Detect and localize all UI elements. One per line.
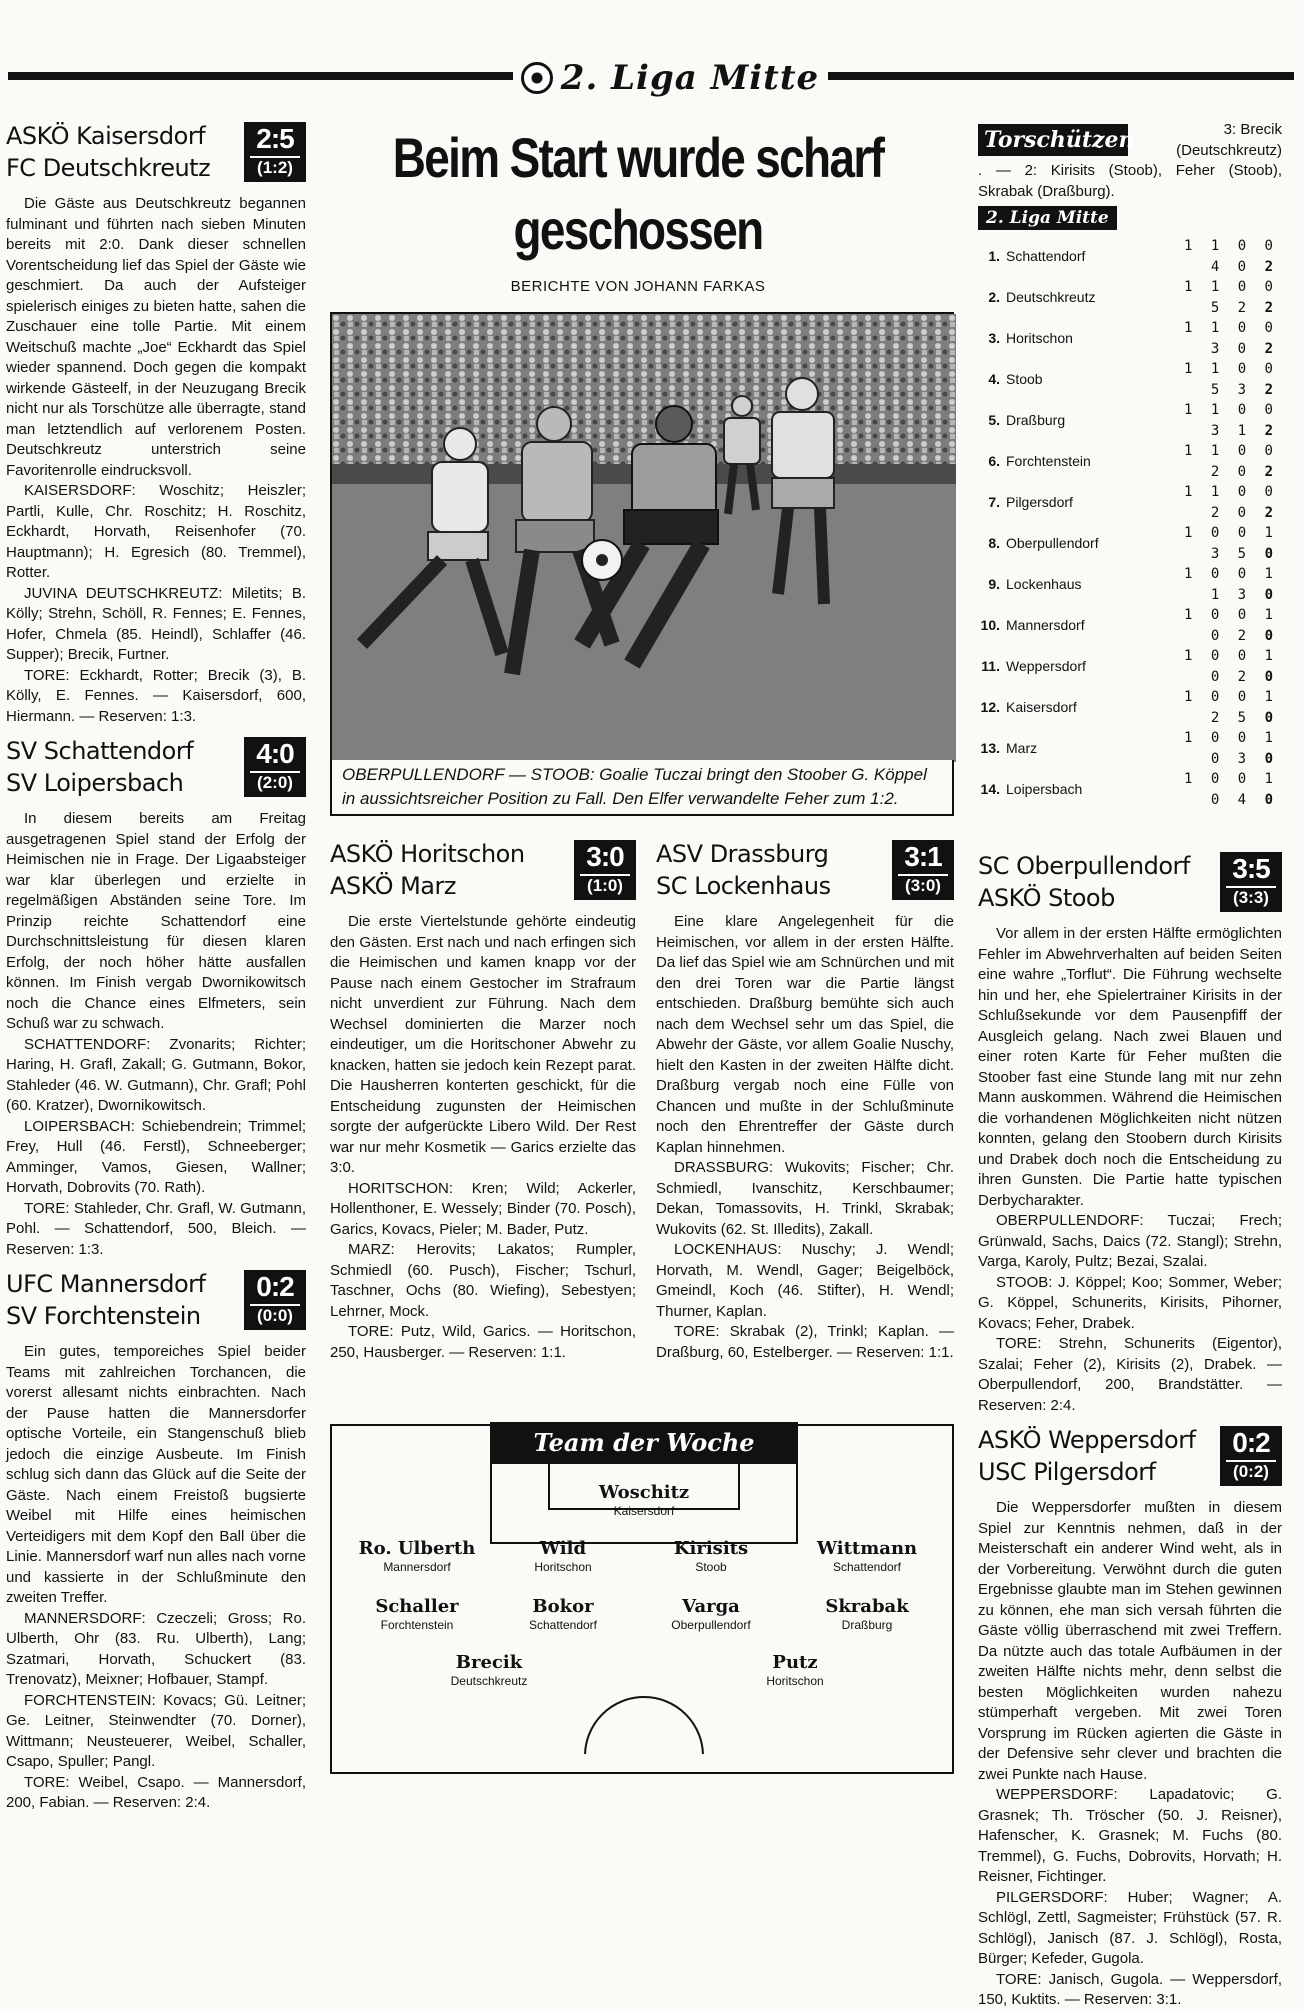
table-rank: 13. [980,740,1000,757]
player-name: Ro. Ulberth [358,1538,476,1559]
table-stats: 1 1 0 0 4 0 2 [1183,238,1278,275]
lineup-home: KAISERSDORF: Woschitz; Heiszler; Partli, Kulle, Chr. Roschitz; H. Roschitz, Eckhardt, Horvath, Reisenhofer (70. Hauptmann); H. Egresich (80. Tremmel), Rotter. [6,482,306,581]
final-score: 4:0 [256,738,294,769]
player-fwd-1 [404,1652,574,1688]
table-rank: 2. [988,289,1000,306]
match-header-schattendorf [6,735,306,801]
table-rank: 12. [980,699,1000,716]
byline: BERICHTE VON JOHANN FARKAS [510,278,766,295]
lineup-away: LOCKENHAUS: Nuschy; J. Wendl; Horvath, M. Wendl, Gager; Beigelböck, Gmeindl, Koch (46. Stifter), H. Wendl; Thurner, Kaplan. [656,1241,954,1320]
final-score: 2:5 [256,123,294,154]
score-box [244,1270,306,1330]
player-club: Stoob [695,1560,727,1574]
player-name: Varga [682,1596,740,1617]
masthead [0,58,1304,102]
score-box [244,737,306,797]
match-report: Ein gutes, temporeiches Spiel beider Teams mit zahlreichen Torchancen, die vorerst allesamt nichts einbrachten. Nach der Pause hatten die Mannersdorfer optische Vorteile, ein Stangenschuß blieb jedoch die einzige Ausbeute. Im Finish schlug sich dann das Glück auf die Seite der Gäste. Nach einem Freistoß bugsierte Weibel mit Hilfe eines heimischen Verteidigers mit dem Kopf den Ball über die Linie. Mannersdorf warf nun alles nach vorne und kassierte in der Schlußminute den zweiten Treffer. [6,1343,306,1606]
home-team: ASV Drassburg [656,840,829,868]
match-report: In diesem bereits am Freitag ausgetragenen Spiel stand der Erfolg der Heimischen nie in Frage. Der Ligaabsteiger war klar überlegen und erzielte in regelmäßigen Abständen seine Tore. Im Prinzip reichte Schattendorf eine Durchschnittsleistung für diesen klaren Erfolg, der noch höher hätte ausfallen können. Im Finish vergab Dwornikowitsch noch die Chance eines Elfmeters, sein Schuß war zu schwach. [6,810,306,1032]
match-header-oberpullendorf [978,850,1282,916]
photo-illustration [332,314,956,762]
table-team: Pilgersdorf [1006,494,1073,511]
half-time-score: (0:2) [1226,1460,1276,1482]
football-icon [521,62,553,94]
table-row [978,318,1278,359]
away-team: SC Lockenhaus [656,872,831,900]
match-report: Die Weppersdorfer mußten in diesem Spiel zur Kenntnis nehmen, daß in der Meisterschaft ein anderer Wind weht, als in der Vorbereitung. Verwöhnt durch die guten Ergebnisse glaubte man im Stehen gewinnen zu können, ehe man sich versah führten die Gäste völlig überraschend mit zwei Treffern. Da nützte auch das totale Aufbäumen in der zweiten Hälfte nichts mehr, denn selbst die besten Möglichkeiten wurden nahezu stümperhaft vergeben. Mit zwei Toren Vorsprung im Rücken agierten die Gäste in der Defensive sehr clever und brachten die zwei Punkte nach Hause. [978,1499,1282,1783]
player-name: Wild [539,1538,587,1559]
table-row [978,400,1278,441]
match-report: Eine klare Angelegenheit für die Heimischen, vor allem in der ersten Hälfte. Da lief das Spiel wie am Schnürchen und mit den drei Toren war die Partie längst entschieden. Draßburg bemühte sich auch nach dem Wechsel sehr um das Spiel, die Abwehr der Gäste, vor allem Goalie Nuschy, hielt den Kasten in der zweiten Hälfte dicht. Draßburg vergab noch eine Fülle von Chancen und mußte in der Schlußminute noch den Ehrentreffer der Gäste durch Kaplan hinnehmen. [656,913,954,1156]
team-of-the-week [330,1424,954,1774]
table-stats: 1 1 0 0 5 3 2 [1183,361,1278,398]
player-mid-2 [478,1596,648,1632]
player-name: Skrabak [825,1596,909,1617]
goals-line: TORE: Weibel, Csapo. — Mannersdorf, 200, Fabian. — Reserven: 2:4. [6,1773,306,1811]
goals-line: TORE: Stahleder, Chr. Grafl, W. Gutmann, Pohl. — Schattendorf, 500, Bleich. — Reserven: 1:3. [6,1199,306,1258]
player-def-3 [626,1538,796,1574]
final-score: 0:2 [256,1271,294,1302]
away-team: ASKÖ Stoob [978,884,1115,912]
table-rank: 10. [980,617,1000,634]
table-rank: 4. [988,371,1000,388]
photo-caption: OBERPULLENDORF — STOOB: Goalie Tuczai bringt den Stoober G. Köppel in aussichtsreicher Position zu Fall. Den Elfer verwandelte Feher zum 1:2. [330,760,954,816]
table-team: Loipersbach [1006,781,1083,798]
table-team: Stoob [1006,371,1043,388]
team-of-week-label: Team der Woche [490,1422,798,1464]
table-row [978,277,1278,318]
table-row [978,359,1278,400]
top-scorers-line-2: . — 2: Kirisits (Stoob), Feher (Stoob), Skrabak (Draßburg). [978,162,1282,200]
player-club: Deutschkreutz [450,1674,528,1688]
table-row [978,564,1278,605]
top-scorers [978,120,1282,200]
away-team: SV Forchtenstein [6,1302,201,1330]
lineup-away: LOIPERSBACH: Schiebendrein; Trimmel; Frey, Hull (46. Ferstl), Schneeberger; Amminger, Vamos, Giesen, Wallner; Horvath, Dobrovits (70. Rath). [6,1117,306,1196]
table-stats: 1 0 0 1 0 2 0 [1183,648,1278,685]
player-club: Mannersdorf [383,1560,451,1574]
goals-line: TORE: Skrabak (2), Trinkl; Kaplan. — Draßburg, 60, Estelberger. — Reserven: 1:1. [656,1323,954,1361]
player-name: Woschitz [598,1482,690,1503]
away-team: FC Deutschkreutz [6,154,211,182]
goals-line: TORE: Strehn, Schunerits (Eigentor), Szalai; Feher (2), Kirisits (2), Drabek. — Oberpullendorf, 200, Brandstätter. — Reserven: 2:4. [978,1335,1282,1414]
lineup-home: HORITSCHON: Kren; Wild; Ackerler, Hollenthoner, E. Wessely; Binder (70. Posch), Garics, Kovacs, Pieler; M. Bader, Putz. [330,1179,636,1238]
column-left [6,120,306,1814]
score-box [574,840,636,900]
lineup-away: MARZ: Herovits; Lakatos; Rumpler, Schmiedl (60. Pusch), Fischer; Tschurl, Taschner, Ochs (80. Wiefing), Sebestyen; Lehrner, Mock. [330,1241,636,1320]
table-team: Oberpullendorf [1006,535,1099,552]
table-rank: 5. [988,412,1000,429]
table-row [978,728,1278,769]
table-rank: 1. [988,248,1000,265]
table-team: Forchtenstein [1006,453,1091,470]
player-name: Wittmann [816,1538,918,1559]
match-header-kaisersdorf [6,120,306,186]
player-name: Schaller [375,1596,459,1617]
away-team: USC Pilgersdorf [978,1458,1156,1486]
lineup-away: FORCHTENSTEIN: Kovacs; Gü. Leitner; Ge. Leitner, Steinwendter (70. Dorner), Wittmann; Neusteuerer, Weibel, Schaller, Csapo, Spuller; Pangl. [6,1691,306,1770]
table-stats: 1 0 0 1 3 5 0 [1183,525,1278,562]
lineup-home: MANNERSDORF: Czeczeli; Gross; Ro. Ulberth, Ohr (83. Ru. Ulberth), Lang; Szatmari, Horvath, Schuckert (83. Trenovatz), Meixner; Hofbauer, Stampf. [6,1609,306,1688]
lineup-away: JUVINA DEUTSCHKREUTZ: Miletits; B. Kölly; Strehn, Schöll, R. Fennes; E. Fennes, Hofer, Chmela (85. Heindl), Schlaffer (46. Supper); Brecik, Furtner. [6,584,306,663]
half-time-score: (3:0) [898,874,948,896]
lineup-home: DRASSBURG: Wukovits; Fischer; Chr. Schmiedl, Ivanschitz, Kerschbaumer; Dekan, Tomassovits, H. Trinkl, Skrabak; Wukovits (62. St. Illedits), Zakall. [656,1159,954,1238]
table-stats: 1 1 0 0 2 0 2 [1183,443,1278,480]
player-name: Brecik [455,1652,523,1673]
player-club: Schattendorf [528,1618,598,1632]
table-row [978,523,1278,564]
player-def-2 [478,1538,648,1574]
player-club: Horitschon [766,1674,824,1688]
final-score: 3:1 [904,841,942,872]
away-team: ASKÖ Marz [330,872,456,900]
lineup-away: PILGERSDORF: Huber; Wagner; A. Schlögl, Zettl, Sagmeister; Frühstück (57. R. Schlögl), Janisch (87. J. Schlögl), Rosta, Bürger; Kefeder, Gugola. [978,1888,1282,1967]
score-box [1220,852,1282,912]
table-row [978,482,1278,523]
away-team: SV Loipersbach [6,769,184,797]
half-time-score: (0:0) [250,1304,300,1326]
player-name: Putz [772,1652,818,1673]
table-team: Marz [1006,740,1038,757]
table-rank: 6. [988,453,1000,470]
half-time-score: (2:0) [250,771,300,793]
lineup-home: OBERPULLENDORF: Tuczai; Frech; Grünwald, Sachs, Daics (72. Stangl); Strehn, Varga, Karoly, Pultz; Bezai, Szalai. [978,1212,1282,1270]
player-def-1 [332,1538,502,1574]
table-rank: 9. [988,576,1000,593]
lineup-home: WEPPERSDORF: Lapadatovic; G. Grasnek; Th. Tröscher (50. J. Reisner), Hafenscher, K. Grasnek; M. Fuchs (80. Tremmel), G. Fuchs, Dobrovits, Horvath; H. Reisner, Fichtinger. [978,1786,1282,1885]
score-box [892,840,954,900]
player-club: Forchtenstein [380,1618,454,1632]
top-scorers-line-1: 3: Brecik (Deutschkreutz) [1176,121,1282,159]
table-row [978,236,1278,277]
column-center-left [330,838,636,1363]
goals-line: TORE: Eckhardt, Rotter; Brecik (3), B. Kölly, E. Fennes. — Kaisersdorf, 600, Hiermann. — Reserven: 1:3. [6,666,306,725]
headline: Beim Start wurde scharf geschossen [392,126,884,261]
match-header-drassburg [656,838,954,904]
column-right [978,120,1282,2011]
table-row [978,687,1278,728]
player-goalkeeper [559,1482,729,1518]
player-mid-4 [782,1596,952,1632]
player-def-4 [782,1538,952,1574]
score-box [244,122,306,182]
table-stats: 1 1 0 0 3 1 2 [1183,402,1278,439]
table-rank: 8. [988,535,1000,552]
home-team: ASKÖ Kaisersdorf [6,122,206,150]
table-stats: 1 0 0 1 0 3 0 [1183,730,1278,767]
match-photo [330,312,954,760]
home-team: SC Oberpullendorf [978,852,1190,880]
score-box [1220,1426,1282,1486]
table-rank: 3. [988,330,1000,347]
headline-block [330,122,946,266]
table-rank: 11. [981,658,1000,675]
table-stats: 1 1 0 0 5 2 2 [1183,279,1278,316]
table-team: Kaisersdorf [1006,699,1077,716]
match-header-mannersdorf [6,1268,306,1334]
half-time-score: (1:0) [580,874,630,896]
home-team: ASKÖ Weppersdorf [978,1426,1196,1454]
final-score: 3:5 [1232,853,1270,884]
table-row [978,441,1278,482]
lineup-home: SCHATTENDORF: Zvonarits; Richter; Haring, H. Grafl, Zakall; G. Gutmann, Bokor, Stahleder (46. W. Gutmann), Chr. Grafl; Pohl (60. Kratzer), Dwornikowitsch. [6,1035,306,1114]
table-stats: 1 0 0 1 2 5 0 [1183,689,1278,726]
goals-line: TORE: Putz, Wild, Garics. — Horitschon, 250, Hausberger. — Reserven: 1:1. [330,1323,636,1361]
table-stats: 1 1 0 0 3 0 2 [1183,320,1278,357]
home-team: SV Schattendorf [6,737,194,765]
half-time-score: (1:2) [250,156,300,178]
player-mid-1 [332,1596,502,1632]
table-team: Deutschkreutz [1006,289,1096,306]
match-report: Vor allem in der ersten Hälfte ermöglichten Fehler im Abwehrverhalten auf beiden Seiten eine wahre „Torflut“. Die Führung wechselte hin und her, ehe Spielertrainer Kirisits in der Schlußsekunde vor dem Pausenpfiff der Ausgleich gelang. Nach zwei Blauen und einer roten Karte für Feher mußten die Stoober fast eine Stunde lang mit nur zehn Mann auskommen. Während die Heimischen die vorhandenen Möglichkeiten nicht nützen konnten, gelang den Stoobern durch Kirisits und Drabek doch noch die Entscheidung zu ihren Gunsten. Die Partie hatte typischen Derbycharakter. [978,925,1282,1209]
match-report: Die Gäste aus Deutschkreutz begannen fulminant und führten nach sieben Minuten bereits mit 2:0. Dank dieser schnellen Vorentscheidung lief das Spiel der Gäste wie geschmiert. Da auch der Aufsteiger spielerisch einiges zu bieten hatte, sahen die Zuschauer eine tolle Partie. Mit einem Weitschuß machte „Joe“ Eckhardt das Spiel wieder spannend. Doch gegen die kompakt wirkende Gästeelf, in der Neuzugang Brecik nicht nur als Torschütze alle überragte, stand man letztendlich auf verlorenem Posten. Deutschkreutz unterstrich seine Favoritenrolle eindrucksvoll. [6,195,306,479]
column-center-right [656,838,954,1363]
table-stats: 1 1 0 0 2 0 2 [1183,484,1278,521]
table-row [978,605,1278,646]
home-team: ASKÖ Horitschon [330,840,525,868]
table-team: Horitschon [1006,330,1073,347]
table-team: Weppersdorf [1006,658,1086,675]
half-time-score: (3:3) [1226,886,1276,908]
table-row [978,646,1278,687]
match-header-weppersdorf [978,1424,1282,1490]
player-club: Horitschon [534,1560,592,1574]
lineup-away: STOOB: J. Köppel; Koo; Sommer, Weber; G. Köppel, Schunerits, Kirisits, Pihorner, Kovacs; Feher, Drabek. [978,1273,1282,1332]
table-team: Draßburg [1006,412,1066,429]
player-fwd-2 [710,1652,880,1688]
masthead-title: 2. Liga Mitte [560,58,820,98]
match-report: Die erste Viertelstunde gehörte eindeutig den Gästen. Erst nach und nach erfingen sich die Heimischen und kamen knapp vor der Pause nach einem Gestocher im Strafraum nicht unverdient zur Führung. Nach dem Wechsel dominierten die Marzer noch eindeutiger, um die Horitschoner Abwehr zu knacken, hatten sie jedoch kein Rezept parat. Die Hausherren konterten geschickt, für die Entscheidung zugunsten der Heimischen sorgte der aufgerückte Libero Wild. Der Rest war nur mehr Kosmetik — Garics erzielte das 3:0. [330,913,636,1176]
player-club: Schattendorf [832,1560,902,1574]
goals-line: TORE: Janisch, Gugola. — Weppersdorf, 150, Kuktits. — Reserven: 3:1. [978,1970,1282,2008]
final-score: 0:2 [1232,1427,1270,1458]
player-mid-3 [626,1596,796,1632]
masthead-rule-right [828,72,1294,80]
table-rank: 7. [988,494,1000,511]
masthead-title-block [520,58,820,98]
home-team: UFC Mannersdorf [6,1270,206,1298]
final-score: 3:0 [586,841,624,872]
table-stats: 1 0 0 1 1 3 0 [1183,566,1278,603]
masthead-rule-left [8,72,513,80]
table-stats: 1 0 0 1 0 2 0 [1183,607,1278,644]
table-team: Schattendorf [1006,248,1086,265]
player-name: Bokor [532,1596,594,1617]
center-arc [584,1696,704,1816]
player-club: Kaisersdorf [613,1504,675,1518]
table-team: Lockenhaus [1006,576,1082,593]
top-scorers-label: Torschützen [978,124,1128,156]
player-name: Kirisits [673,1538,749,1559]
table-stats: 1 0 0 1 0 4 0 [1183,771,1278,808]
table-rank: 14. [980,781,1000,798]
player-club: Draßburg [841,1618,893,1632]
table-team: Mannersdorf [1006,617,1085,634]
player-club: Oberpullendorf [671,1618,751,1632]
match-header-horitschon [330,838,636,904]
league-table-label: 2. Liga Mitte [978,206,1117,230]
league-table [978,236,1278,810]
table-row [978,769,1278,810]
